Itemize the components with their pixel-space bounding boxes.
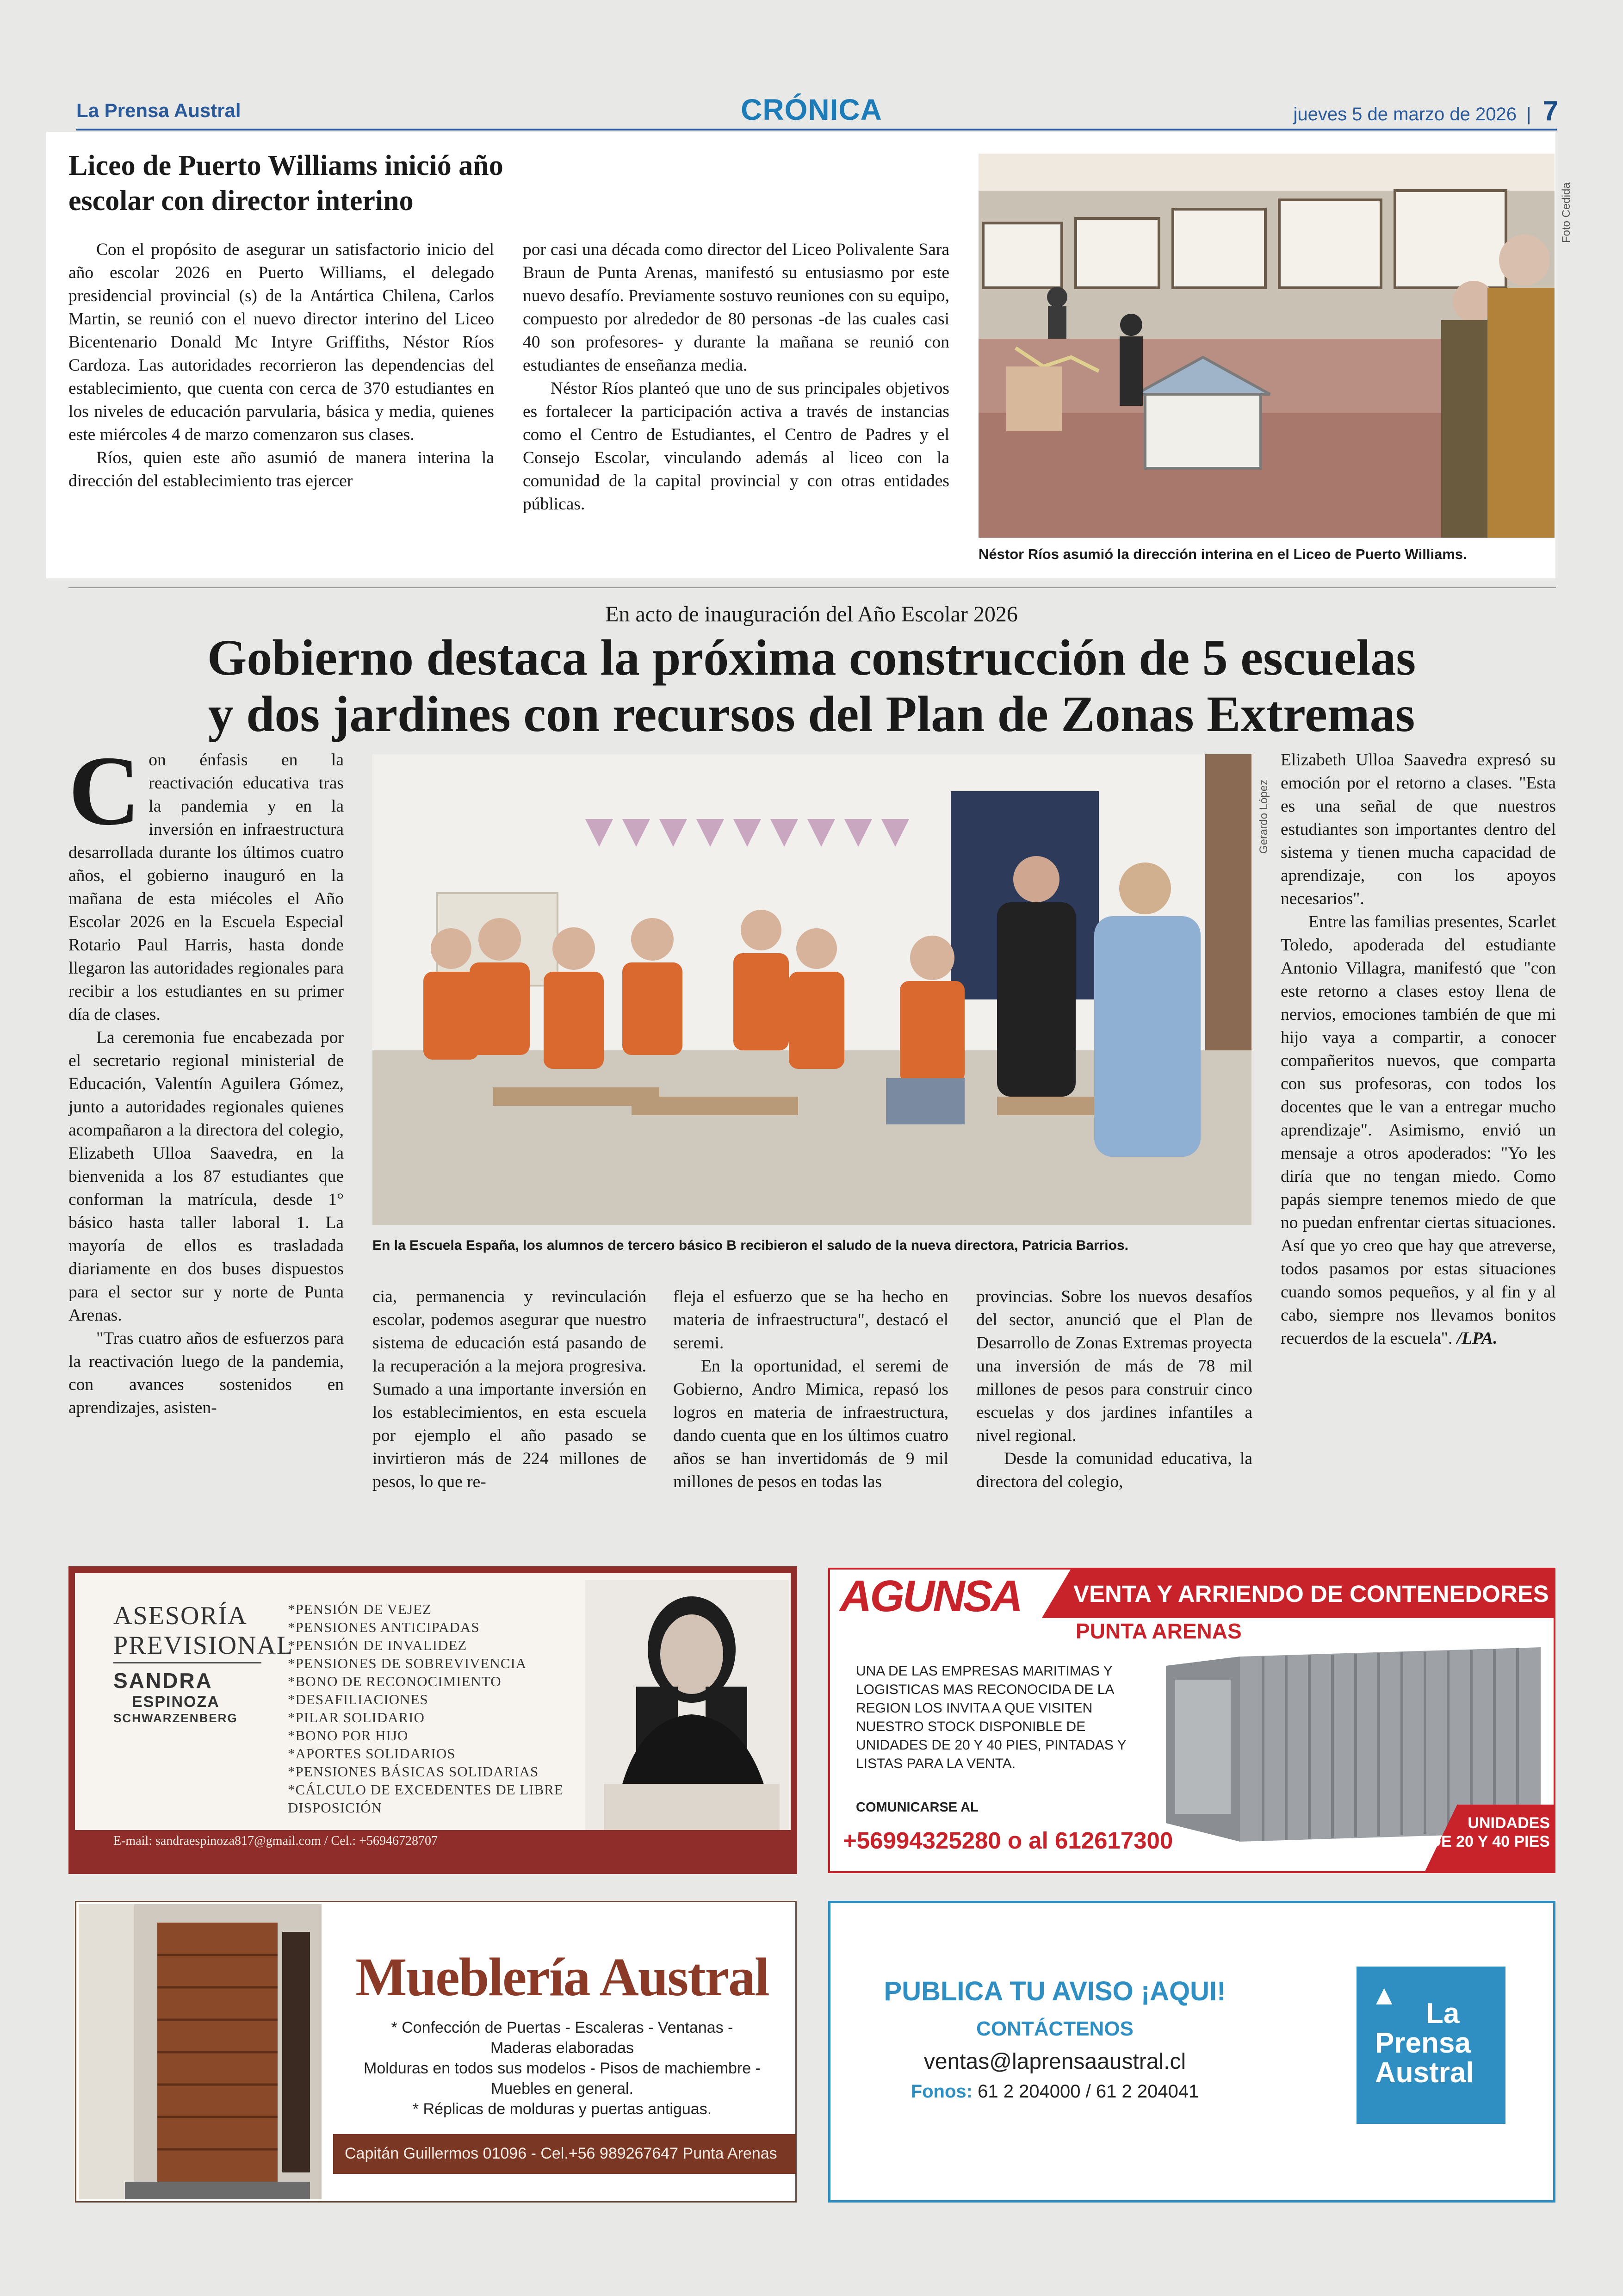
asesoria-title2: PREVISIONAL (113, 1631, 294, 1660)
header-date (1293, 95, 1558, 127)
agunsa-badge1: UNIDADES (1468, 1814, 1550, 1832)
service-item: *BONO POR HIJO (288, 1727, 409, 1744)
top-col2-p2: Néstor Ríos planteó que uno de sus principales objetivos es fortalecer la participación activa a través de instancias como el Centro de Estudiantes, el Centro de Padres y el Consejo Escolar, vinculando además al liceo con la comunidad de la capital provincial y con otras entidades públicas. (523, 379, 949, 514)
muebleria-item: * Réplicas de molduras y puertas antiguas. (412, 2100, 712, 2118)
main-col5-p2-text: Entre las familias presentes, Scarlet Toledo, apoderada del estudiante Antonio Villagra, manifestó que "con este retorno a clases estoy llena de nervios, emociones también de que mi hijo vaya a compartir, a conocer compañeritos nuevos, que comparta con sus profesoras, con todos los docentes que le van a entregar mucho aprendizaje". Asimismo, envió un mensaje a otros apoderados: "Yo les diría que no tengan miedo. Como papás siempre tenemos miedo de que no puedan enfrentar ciertas situaciones. Así que yo creo que hay que atreverse, todos pasamos por estas situaciones cuando somos pequeños, y al fin y al cabo, siempre nos llevamos bonitos recuerdos de la escuela". (1281, 912, 1556, 1348)
muebleria-title: Mueblería Austral (355, 1947, 769, 2007)
main-story-photo (372, 754, 1251, 1225)
main-col3-p2: En la oportunidad, el seremi de Gobierno, Andro Mimica, repasó los logros en materia de infraestructura, dando cuenta que en los últimos cuatro años se han invertidomás de 9 mil millones de pesos en todas las (673, 1357, 948, 1491)
page-number: 7 (1542, 95, 1558, 126)
main-story-col5 (1281, 749, 1556, 1350)
muebleria-item: Muebles en general. (490, 2080, 634, 2097)
top-story-photo (979, 154, 1555, 538)
top-story-col2 (523, 238, 949, 516)
service-item: *BONO DE RECONOCIMIENTO (288, 1673, 502, 1689)
signoff: /LPA. (1456, 1329, 1498, 1348)
main-story-col3 (673, 1285, 948, 1494)
main-story-col1 (68, 735, 344, 1420)
service-item: *DESAFILIACIONES (288, 1691, 428, 1707)
main-story-headline (0, 629, 1623, 742)
asesoria-name3: SCHWARZENBERG (113, 1711, 238, 1725)
top-photo-credit: Foto Cedida (1560, 182, 1573, 243)
muebleria-item: * Confección de Puertas - Escaleras - Ventanas - (391, 2019, 733, 2036)
service-item: *APORTES SOLIDARIOS (288, 1745, 456, 1762)
date-text: jueves 5 de marzo de 2026 (1293, 104, 1517, 124)
main-col5-p2 (1281, 911, 1556, 1350)
top-photo-caption: Néstor Ríos asumió la dirección interina en el Liceo de Puerto Williams. (979, 546, 1467, 562)
muebleria-item: Maderas elaboradas (490, 2039, 634, 2057)
publica-logo (1357, 1967, 1505, 2124)
agunsa-badge (1430, 1814, 1550, 1851)
woman-portrait-icon (585, 1580, 789, 1830)
header-paper-name: La Prensa Austral (76, 99, 241, 121)
agunsa-headline: VENTA Y ARRIENDO DE CONTENEDORES (1073, 1581, 1549, 1607)
publica-headline: PUBLICA TU AVISO ¡AQUI! (884, 1976, 1226, 2006)
service-item: *PENSIÓN DE VEJEZ (288, 1601, 432, 1617)
main-photo-credit: Gerardo López (1258, 779, 1270, 854)
headline-line1: Gobierno destaca la próxima construcción de 5 escuelas (207, 629, 1416, 686)
ad-asesoria-services (288, 1600, 584, 1817)
main-col1-lead (68, 735, 344, 1026)
agunsa-cta: COMUNICARSE AL (856, 1800, 979, 1815)
agunsa-body: UNA DE LAS EMPRESAS MARITIMAS Y LOGISTICAS MAS RECONOCIDA DE LA REGION LOS INVITA A QUE VISITEN NUESTRO STOCK DISPONIBLE DE UNIDADES DE 20 Y 40 PIES, PINTADAS Y LISTAS PARA LA VENTA. (856, 1663, 1127, 1771)
muebleria-footer: Capitán Guillermos 01096 - Cel.+56 989267647 Punta Arenas (345, 2145, 777, 2162)
main-col5-p1: Elizabeth Ulloa Saavedra expresó su emoción por el retorno a clases. "Esta es una señal de que nuestros estudiantes son importantes dentro del sistema y tienen mucha capacidad de aprendizaje, con los apoyos necesarios". (1281, 751, 1556, 908)
school-patio-illustration (979, 154, 1555, 538)
asesoria-portrait (585, 1580, 789, 1830)
section-divider (68, 587, 1556, 588)
ad-asesoria-contact: E-mail: sandraespinoza817@gmail.com / Cel.: +56946728707 (113, 1834, 438, 1848)
agunsa-badge2: DE 20 Y 40 PIES (1430, 1833, 1550, 1850)
top-col1-p1: Con el propósito de asegurar un satisfactorio inicio del año escolar 2026 en Puerto Williams, el delegado presidencial provincial (s) de la Antártica Chilena, Carlos Martin, se reunió con el nuevo director interino del Liceo Bicentenario Donald Mc Intyre Griffiths, Néstor Ríos Cardoza. Las autoridades recorrieron las dependencias del establecimiento, que cuenta con cerca de 370 estudiantes en los niveles de educación parvularia, básica y media, quienes este miércoles 4 de marzo comenzaron sus clases. (68, 240, 494, 444)
asesoria-title1: ASESORÍA (113, 1601, 248, 1630)
muebleria-door-photo (79, 1904, 322, 2199)
wooden-door-icon (79, 1904, 322, 2199)
main-col4-p2: Desde la comunidad educativa, la directora del colegio, (976, 1449, 1252, 1491)
main-col4-p1: provincias. Sobre los nuevos desafíos del sector, anunció que el Plan de Desarrollo de Zonas Extremas proyecta una inversión de más de 78 mil millones de pesos para construir cinco escuelas y dos jardines infantiles a nivel regional. (976, 1287, 1252, 1445)
service-item: *PENSIONES BÁSICAS SOLIDARIAS (288, 1763, 539, 1780)
main-col1-p3: "Tras cuatro años de esfuerzos para la reactivación luego de la pandemia, con avances sostenidos en aprendizajes, asisten- (68, 1329, 344, 1417)
logo-mountain-icon: ▲ (1370, 1980, 1398, 2011)
classroom-illustration (372, 754, 1251, 1225)
agunsa-city: PUNTA ARENAS (1076, 1619, 1242, 1643)
muebleria-items (340, 2017, 784, 2119)
service-item: *CÁLCULO DE EXCEDENTES DE LIBRE DISPOSICIÓN (288, 1781, 564, 1816)
publica-contact-title: CONTÁCTENOS (976, 2017, 1134, 2040)
publica-phones-value: 61 2 204000 / 61 2 204041 (978, 2081, 1199, 2102)
top-story-col1 (68, 238, 494, 493)
service-item: *PENSIONES DE SOBREVIVENCIA (288, 1655, 527, 1671)
headline-line2: y dos jardines con recursos del Plan de Zonas Extremas (208, 686, 1415, 742)
page-separator: | (1526, 104, 1531, 124)
top-story-title: Liceo de Puerto Williams inició año escolar con director interino (68, 150, 503, 217)
agunsa-phones: +56994325280 o al 612617300 (843, 1827, 1173, 1854)
section-title: CRÓNICA (741, 93, 882, 126)
logo-line1: La (1426, 1998, 1460, 2029)
agunsa-logo: AGUNSA (840, 1571, 1022, 1621)
main-col1-p2: La ceremonia fue encabezada por el secretario regional ministerial de Educación, Valentín Aguilera Gómez, junto a autoridades regionales quienes acompañaron a la directora del colegio, Elizabeth Ulloa Saavedra, en la bienvenida a los 87 estudiantes que conforman la matrícula, desde 1° básico hasta taller laboral 1. La mayoría de ellos es trasladada diariamente en dos buses dispuestos para el sector sur y norte de Punta Arenas. (68, 1028, 344, 1325)
publica-email: ventas@laprensaaustral.cl (923, 2049, 1186, 2074)
muebleria-item: Molduras en todos sus modelos - Pisos de machiembre - (364, 2060, 761, 2077)
asesoria-name1: SANDRA (113, 1669, 213, 1693)
main-col1-lead-text: on énfasis en la reactivación educativa tras la pandemia y en la inversión en infraestructura desarrollada durante los últimos cuatro años, el gobierno inauguró en la mañana de esta miécoles el Año Escolar 2026 en la Escuela Especial Rotario Paul Harris, hasta donde llegaron las autoridades regionales para recibir a los estudiantes en su primer día de clases. (68, 751, 344, 1024)
publica-phones (879, 2081, 1231, 2102)
service-item: *PENSIÓN DE INVALIDEZ (288, 1637, 467, 1653)
main-col3-p1: fleja el esfuerzo que se ha hecho en materia de infraestructura", destacó el seremi. (673, 1287, 948, 1353)
main-story-col4 (976, 1285, 1252, 1494)
main-col2-text: cia, permanencia y revinculación escolar, podemos asegurar que nuestro sistema de educación está pasando de la recuperación a la mejora progresiva. Sumado a una importante inversión en los establecimientos, en esta escuela por ejemplo el año pasado se invirtieron más de 224 millones de pesos, lo que re- (372, 1287, 646, 1491)
ad-asesoria-title (113, 1601, 293, 1660)
main-story-col2 (372, 1285, 646, 1494)
service-item: *PENSIONES ANTICIPADAS (288, 1619, 480, 1635)
logo-line3: Austral (1375, 2057, 1474, 2089)
top-col2-p1: por casi una década como director del Liceo Polivalente Sara Braun de Punta Arenas, manifestó su entusiasmo por este nuevo desafío. Previamente sostuvo reuniones con su equipo, compuesto por alrededor de 80 personas -de las cuales casi 40 son profesores- y durante la mañana se reunió con estudiantes de enseñanza media. (523, 240, 949, 375)
logo-line2: Prensa (1375, 2027, 1471, 2059)
drop-cap: C (68, 735, 141, 846)
asesoria-name2: ESPINOZA (132, 1693, 220, 1711)
ad-asesoria-name (113, 1668, 238, 1725)
top-col1-p2: Ríos, quien este año asumió de manera interina la dirección del establecimiento tras ejercer (68, 448, 494, 490)
service-item: *PILAR SOLIDARIO (288, 1709, 425, 1725)
publica-phones-label: Fonos: (911, 2081, 973, 2102)
asesoria-title-rule (113, 1662, 261, 1663)
main-photo-caption: En la Escuela España, los alumnos de tercero básico B recibieron el saludo de la nueva directora, Patricia Barrios. (372, 1238, 1128, 1253)
header-rule (76, 129, 1557, 130)
main-story-kicker: En acto de inauguración del Año Escolar 2026 (605, 602, 1018, 627)
